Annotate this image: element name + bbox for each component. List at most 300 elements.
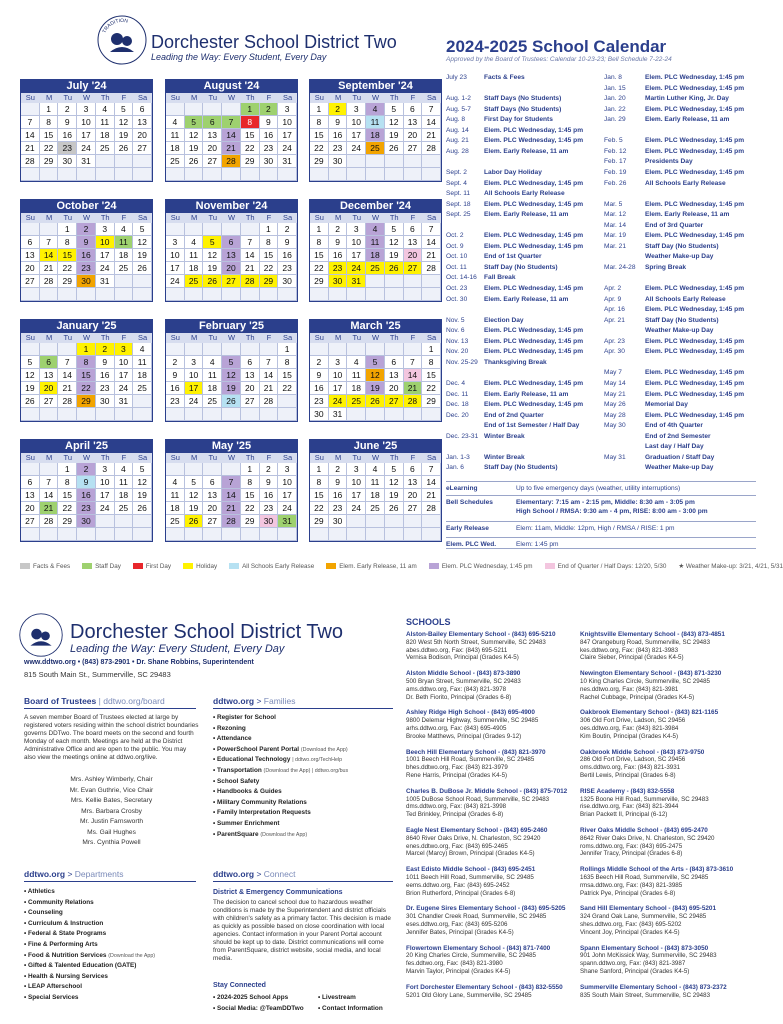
school-name[interactable]: Alston-Bailey Elementary School - (843) 695-5210: [406, 631, 556, 638]
month-3: [20, 199, 153, 302]
school-detail: ams.ddtwo.org, Fax: (843) 821-3978: [406, 685, 507, 693]
day-cell: 20: [203, 502, 222, 515]
empty-day-cell: [241, 408, 260, 421]
event-row: [446, 348, 583, 356]
day-cell: 17: [347, 489, 366, 502]
day-cell: 21: [58, 382, 77, 395]
empty-day-cell: [96, 155, 115, 168]
department-link[interactable]: [24, 982, 155, 993]
day-cell: 9: [329, 236, 348, 249]
weekday-label: M: [334, 93, 342, 102]
family-link[interactable]: [213, 777, 348, 788]
calendar-subtitle: Approved by the Board of Trustees: Calendar 10-23-23; Bell Schedule 7-22-24: [446, 56, 672, 63]
day-cell: 10: [185, 369, 204, 382]
family-link[interactable]: [213, 724, 348, 735]
day-cell: 28: [40, 275, 59, 288]
event-row: [604, 232, 744, 240]
empty-day-cell: [166, 343, 185, 356]
family-link[interactable]: [213, 819, 348, 830]
school-name[interactable]: Dr. Eugene Sires Elementary School - (843) 695-5205: [406, 905, 566, 913]
empty-day-cell: [21, 288, 40, 301]
legend-note: ★ Weather Make-up: 3/21, 4/21, 5/31: [678, 563, 783, 570]
day-cell: 27: [21, 515, 40, 528]
departments-list: [24, 887, 155, 1004]
weekday-label: Tu: [352, 213, 362, 222]
weekday-label: Sa: [427, 93, 437, 102]
day-cell: 7: [40, 236, 59, 249]
event-text: Elem. PLC Wednesday, 1:45 pm: [484, 327, 584, 335]
event-text: Elem. PLC Wednesday, 1:45 pm: [484, 348, 584, 356]
school-detail: 500 Bryan Street, Summerville, SC 29483: [406, 677, 521, 685]
event-row: [446, 274, 516, 282]
event-date: Mar. 19: [604, 232, 626, 240]
school-detail: Ted Brinkley, Principal (Grades 6-8): [406, 811, 504, 819]
day-grid: [310, 343, 441, 421]
empty-day-cell: [404, 288, 423, 301]
legend-item: [82, 563, 121, 570]
school-detail: 1005 DuBose School Road, Summerville, SC 29483: [406, 795, 550, 803]
event-row: [604, 359, 645, 367]
day-cell: 24: [96, 262, 115, 275]
school-detail: Vincent Joy, Principal (Grades K4-5): [580, 928, 680, 936]
day-cell: 14: [260, 369, 279, 382]
day-cell: 18: [133, 369, 152, 382]
department-label: LEAP Afterschool: [28, 983, 82, 991]
day-cell: 22: [58, 502, 77, 515]
day-cell: 2: [260, 463, 279, 476]
school-name[interactable]: Summerville Elementary School - (843) 873-2372: [580, 983, 727, 991]
day-cell: 23: [77, 502, 96, 515]
event-row: [604, 106, 744, 114]
day-cell: 18: [366, 249, 385, 262]
legend-label: Elem. PLC Wednesday, 1:45 pm: [441, 563, 533, 570]
family-link[interactable]: [213, 798, 348, 809]
day-cell: 23: [260, 142, 279, 155]
connect-rule: [213, 881, 393, 882]
family-link[interactable]: [213, 713, 348, 724]
event-row: [446, 180, 583, 188]
day-cell: 14: [40, 489, 59, 502]
event-date: Jan. 20: [604, 95, 626, 103]
event-row: [604, 169, 744, 177]
event-text: Staff Days (No Students): [484, 105, 562, 113]
event-row: [604, 85, 744, 93]
info-bell-label: Bell Schedules: [446, 499, 493, 506]
event-row: [446, 243, 583, 251]
department-link[interactable]: [24, 898, 155, 909]
empty-day-cell: [185, 223, 204, 236]
info-bell-value-1: Elementary: 7:15 am - 2:15 pm, Middle: 8:30 am - 3:05 pm: [516, 499, 695, 506]
school-name[interactable]: Fort Dorchester Elementary School - (843) 832-5550: [406, 983, 563, 991]
day-cell: 21: [241, 262, 260, 275]
event-date: May 30: [604, 422, 626, 430]
school-name[interactable]: Charles B. DuBose Jr. Middle School - (843) 875-7012: [406, 787, 568, 795]
event-row: [604, 264, 686, 272]
school-name[interactable]: Rollings Middle School of the Arts - (843) 873-3610: [580, 866, 734, 874]
day-cell: 21: [422, 249, 441, 262]
school-name[interactable]: Knightsville Elementary School - (843) 873-4851: [580, 631, 725, 638]
legend: [20, 563, 783, 570]
event-row: [446, 137, 583, 145]
weekday-label: F: [266, 453, 272, 462]
weekday-label: Su: [170, 93, 180, 102]
day-cell: 19: [185, 142, 204, 155]
day-cell: 12: [115, 116, 134, 129]
info-plc: [446, 537, 756, 549]
event-row: [446, 380, 583, 388]
empty-day-cell: [21, 463, 40, 476]
empty-day-cell: [21, 168, 40, 181]
empty-day-cell: [385, 528, 404, 541]
family-link[interactable]: [213, 766, 348, 777]
empty-day-cell: [58, 343, 77, 356]
school-name[interactable]: RISE Academy - (843) 832-5558: [580, 787, 675, 795]
event-date: Jan. 15: [604, 84, 626, 92]
day-cell: 5: [133, 463, 152, 476]
empty-day-cell: [133, 168, 152, 181]
day-cell: 10: [347, 236, 366, 249]
legend-item: [183, 563, 217, 570]
empty-day-cell: [422, 515, 441, 528]
day-cell: 8: [278, 356, 297, 369]
department-link[interactable]: [24, 929, 155, 940]
department-label: Federal & State Programs: [28, 930, 107, 938]
day-cell: 28: [404, 395, 423, 408]
event-date: Oct. 23: [446, 285, 468, 292]
empty-day-cell: [96, 288, 115, 301]
event-row: [446, 422, 579, 430]
department-link[interactable]: [24, 919, 155, 930]
day-cell: 5: [185, 116, 204, 129]
day-cell: 5: [115, 103, 134, 116]
empty-day-cell: [241, 223, 260, 236]
event-row: [604, 190, 645, 198]
family-link[interactable]: [213, 745, 348, 756]
weekday-header: [21, 333, 152, 343]
family-link[interactable]: [213, 755, 348, 766]
day-cell: 18: [166, 142, 185, 155]
event-text: Elem. PLC Wednesday, 1:45 pm: [645, 390, 745, 398]
families-rule: [213, 708, 393, 709]
day-cell: 30: [278, 275, 297, 288]
department-link[interactable]: [24, 993, 155, 1004]
day-cell: 18: [185, 262, 204, 275]
school-name[interactable]: River Oaks Middle School - (843) 695-2470: [580, 827, 708, 834]
school-entry: [580, 905, 716, 936]
event-row: [604, 285, 744, 293]
day-cell: 13: [222, 249, 241, 262]
department-link[interactable]: [24, 951, 155, 962]
day-grid: [21, 103, 152, 181]
dept-sub: Departments: [74, 869, 124, 879]
school-name[interactable]: Oakbrook Middle School - (843) 873-9750: [580, 748, 705, 756]
day-cell: 18: [166, 502, 185, 515]
empty-day-cell: [115, 168, 134, 181]
day-cell: 7: [241, 236, 260, 249]
empty-day-cell: [166, 103, 185, 116]
empty-day-cell: [366, 528, 385, 541]
event-text: Elem. PLC Wednesday, 1:45 pm: [484, 337, 584, 345]
day-cell: 6: [203, 476, 222, 489]
event-row: [604, 433, 711, 441]
event-row: [446, 85, 484, 93]
school-entry: [406, 709, 538, 740]
empty-day-cell: [404, 515, 423, 528]
empty-day-cell: [58, 288, 77, 301]
school-name[interactable]: Oakbrook Elementary School - (843) 821-1165: [580, 709, 719, 717]
event-row: [604, 348, 744, 356]
school-detail: rmsa.ddtwo.org, Fax: (843) 821-3985: [580, 881, 683, 889]
day-cell: 15: [241, 129, 260, 142]
school-entry: [580, 984, 727, 1000]
day-cell: 29: [77, 395, 96, 408]
weekday-label: Tu: [208, 453, 218, 462]
day-cell: 11: [366, 116, 385, 129]
school-name[interactable]: Eagle Nest Elementary School - (843) 695-2460: [406, 827, 548, 834]
school-detail: 20 King Charles Circle, Summerville, SC 29485: [406, 952, 536, 960]
day-cell: 2: [329, 463, 348, 476]
empty-day-cell: [347, 515, 366, 528]
day-cell: 17: [77, 129, 96, 142]
stay-item-livestream[interactable]: • Livestream: [318, 993, 383, 1004]
stay-list-1: [213, 993, 304, 1014]
day-cell: 4: [166, 476, 185, 489]
weekday-label: W: [371, 93, 380, 102]
day-cell: 23: [329, 142, 348, 155]
empty-day-cell: [329, 528, 348, 541]
day-cell: 16: [278, 249, 297, 262]
day-cell: 2: [166, 356, 185, 369]
board-member: Ms. Gail Hughes: [87, 828, 136, 836]
legend-label: First Day: [145, 563, 172, 570]
board-link[interactable]: ddtwo.org/board: [103, 696, 165, 706]
day-cell: 15: [77, 369, 96, 382]
family-link[interactable]: [213, 787, 348, 798]
department-link[interactable]: [24, 961, 155, 972]
weekday-label: M: [334, 213, 342, 222]
day-cell: 25: [96, 142, 115, 155]
event-date: Nov. 5: [446, 316, 465, 324]
day-cell: 10: [278, 476, 297, 489]
legend-swatch: [82, 563, 92, 569]
day-cell: 9: [260, 116, 279, 129]
day-cell: 6: [404, 463, 423, 476]
day-cell: 26: [203, 275, 222, 288]
empty-day-cell: [278, 168, 297, 181]
tagline: Leading the Way: Every Student, Every Day: [151, 52, 327, 62]
day-cell: 19: [185, 502, 204, 515]
event-text: Winter Break: [484, 432, 525, 440]
event-text: Elem. PLC Wednesday, 1:45 pm: [645, 84, 745, 92]
connect-title: ddtwo.org: [213, 869, 255, 879]
day-cell: 8: [310, 476, 329, 489]
legend-item: [133, 563, 171, 570]
day-cell: 16: [77, 249, 96, 262]
stay-item-social[interactable]: • Social Media: @TeamDDTwo: [213, 1004, 304, 1015]
legend-label: All Schools Early Release: [242, 563, 315, 570]
school-name[interactable]: East Edisto Middle School - (843) 695-2451: [406, 866, 536, 874]
event-row: [604, 306, 744, 314]
event-date: Apr. 30: [604, 348, 625, 356]
event-date: Nov. 25-29: [446, 358, 478, 366]
day-grid: [166, 343, 297, 421]
empty-day-cell: [385, 288, 404, 301]
legend-swatch: [133, 563, 143, 569]
weekday-header: [21, 93, 152, 103]
school-name[interactable]: Beech Hill Elementary School - (843) 821-3970: [406, 748, 546, 756]
department-label: Special Services: [28, 993, 79, 1001]
day-cell: 24: [347, 502, 366, 515]
event-row: [446, 296, 568, 304]
empty-day-cell: [40, 288, 59, 301]
weekday-label: W: [82, 213, 91, 222]
school-detail: Rene Harris, Principal (Grades K4-5): [406, 771, 508, 779]
day-cell: 26: [385, 262, 404, 275]
school-detail: shes.ddtwo.org, Fax: (843) 695-5202: [580, 920, 682, 928]
day-cell: 6: [21, 476, 40, 489]
school-name[interactable]: Flowertown Elementary School - (843) 871-7400: [406, 944, 551, 952]
weekday-label: Tu: [352, 333, 362, 342]
month-name: February '25: [166, 320, 297, 333]
day-cell: 26: [133, 262, 152, 275]
weekday-header: [21, 453, 152, 463]
day-cell: 20: [21, 502, 40, 515]
school-detail: oms.ddtwo.org, Fax: (843) 821-3931: [580, 764, 681, 772]
day-cell: 8: [310, 116, 329, 129]
day-cell: 7: [422, 223, 441, 236]
event-text: Elem. PLC Wednesday, 1:45 pm: [645, 337, 745, 345]
day-cell: 20: [203, 142, 222, 155]
day-cell: 9: [77, 236, 96, 249]
info-early-value: Elem: 11am, Middle: 12pm, High / RMSA / RISE: 1 pm: [516, 525, 675, 532]
school-name[interactable]: Newington Elementary School - (843) 871-3230: [580, 670, 722, 678]
event-row: [446, 338, 583, 346]
day-cell: 12: [133, 476, 152, 489]
event-row: [446, 454, 525, 462]
day-cell: 10: [347, 116, 366, 129]
empty-day-cell: [366, 155, 385, 168]
event-text: Elem. Early Release, 11 am: [484, 211, 569, 219]
month-6: [20, 319, 153, 422]
family-link[interactable]: [213, 734, 348, 745]
day-cell: 25: [366, 142, 385, 155]
empty-day-cell: [222, 463, 241, 476]
weekday-label: Su: [314, 93, 324, 102]
event-text: Elem. PLC Wednesday, 1:45 pm: [484, 285, 584, 292]
month-8: [309, 319, 442, 422]
empty-day-cell: [222, 168, 241, 181]
legend-item: [326, 563, 417, 570]
event-row: [604, 412, 744, 420]
day-cell: 19: [385, 129, 404, 142]
empty-day-cell: [96, 168, 115, 181]
comm-text: The decision to cancel school due to hazardous weather conditions is made by the Superintendent and district officials with children's safety as a primary factor. This decision is made as quickly as possible based on close coordination with local agencies. Contact information in your Parent Portal account should be kept up to date. District communications will come from ParentSquare, district website, social media, and local media.: [213, 899, 391, 962]
weekday-label: Sa: [138, 93, 148, 102]
day-cell: 26: [21, 395, 40, 408]
department-link[interactable]: [24, 908, 155, 919]
event-row: [446, 169, 542, 177]
department-link[interactable]: [24, 887, 155, 898]
month-name: September '24: [310, 80, 441, 93]
school-detail: Brian Packett II, Principal (6-12): [580, 811, 668, 819]
day-cell: 10: [329, 369, 348, 382]
department-link[interactable]: [24, 940, 155, 951]
event-text: Elem. Early Release, 11 am: [484, 147, 569, 155]
day-cell: 2: [329, 103, 348, 116]
empty-day-cell: [115, 288, 134, 301]
day-cell: 12: [21, 369, 40, 382]
family-link[interactable]: [213, 808, 348, 819]
month-name: November '24: [166, 200, 297, 213]
info-early: [446, 521, 756, 533]
board-member: Mrs. Ashley Wimberly, Chair: [70, 776, 153, 783]
department-label: Fine & Performing Arts: [28, 940, 98, 948]
weekday-label: Sa: [283, 453, 293, 462]
day-cell: 15: [260, 249, 279, 262]
school-detail: Rachel Cubbage, Principal (Grades K4-5): [580, 693, 695, 701]
event-text: Fall Break: [484, 274, 516, 282]
day-cell: 11: [203, 369, 222, 382]
dept-heading: [24, 869, 123, 879]
family-note: (Download the App) | ddtwo.org/bus: [263, 767, 349, 774]
school-name[interactable]: Spann Elementary School - (843) 873-3050: [580, 944, 709, 952]
day-cell: 11: [347, 369, 366, 382]
school-name[interactable]: Alston Middle School - (843) 873-3890: [406, 670, 521, 678]
empty-day-cell: [115, 155, 134, 168]
school-name[interactable]: Ashley Ridge High School - (843) 695-4900: [406, 709, 535, 717]
district-logo-bottom: [18, 612, 64, 658]
empty-day-cell: [385, 343, 404, 356]
event-text: Elem. PLC Wednesday, 1:45 pm: [645, 105, 745, 113]
day-cell: 28: [422, 262, 441, 275]
school-name[interactable]: Sand Hill Elementary School - (843) 695-5201: [580, 905, 717, 913]
empty-day-cell: [329, 288, 348, 301]
families-heading: [213, 696, 295, 706]
event-text: Facts & Fees: [484, 74, 525, 81]
stay-item-contact[interactable]: • Contact Information: [318, 1004, 383, 1015]
empty-day-cell: [422, 155, 441, 168]
day-cell: 13: [404, 236, 423, 249]
family-label: Rezoning: [217, 724, 246, 732]
family-link[interactable]: [213, 830, 348, 841]
event-text: Weather Make-up Day: [645, 327, 714, 335]
event-text: Elem. PLC Wednesday, 1:45 pm: [645, 379, 745, 387]
day-cell: 6: [241, 356, 260, 369]
month-11: [309, 439, 442, 542]
empty-day-cell: [404, 408, 423, 421]
event-text: Martin Luther King, Jr. Day: [645, 95, 729, 103]
day-cell: 20: [385, 382, 404, 395]
family-label: Family Interpretation Requests: [217, 809, 311, 817]
day-cell: 6: [21, 236, 40, 249]
day-cell: 9: [278, 236, 297, 249]
school-detail: arhs.ddtwo.org, Fax: (843) 695-4905: [406, 724, 507, 732]
day-cell: 1: [241, 463, 260, 476]
event-date: Nov. 20: [446, 348, 469, 356]
weekday-label: Su: [25, 333, 35, 342]
department-link[interactable]: [24, 972, 155, 983]
event-row: [446, 148, 568, 156]
day-cell: 13: [203, 489, 222, 502]
event-text: All Schools Early Release: [484, 190, 565, 198]
day-cell: 18: [96, 129, 115, 142]
day-cell: 22: [278, 382, 297, 395]
day-cell: 18: [366, 129, 385, 142]
day-cell: 22: [260, 262, 279, 275]
day-cell: 30: [329, 515, 348, 528]
stay-item-apps[interactable]: • 2024-2025 School Apps: [213, 993, 304, 1004]
weekday-label: F: [410, 453, 416, 462]
